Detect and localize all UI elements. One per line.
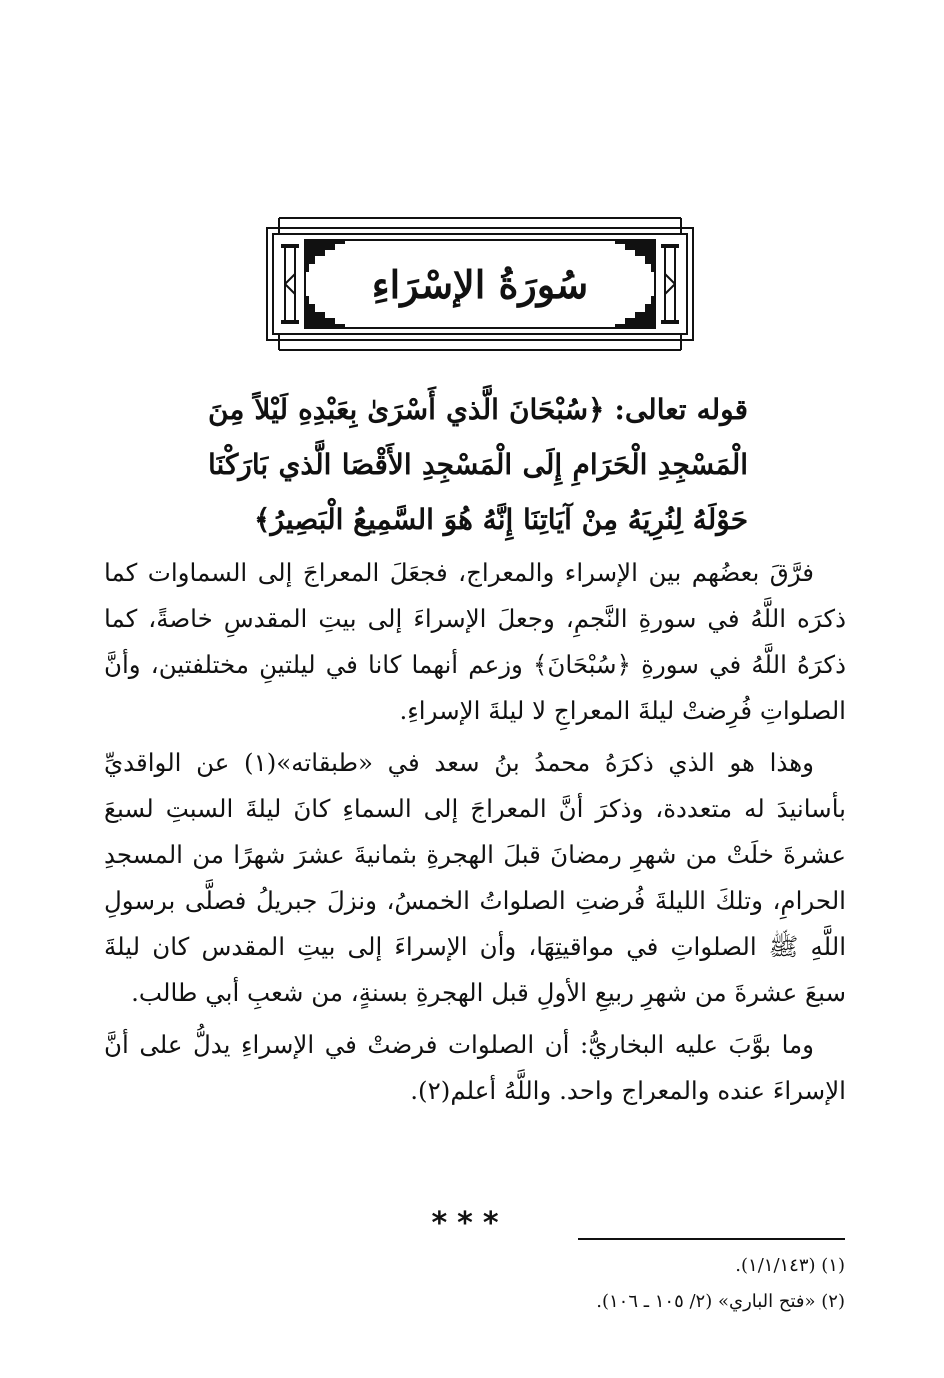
- section-separator: ***: [431, 1206, 509, 1241]
- paragraph: وهذا هو الذي ذكرَهُ محمدُ بنُ سعد في «طبقاته»(١) عن الواقديِّ بأسانيدَ له متعددة، وذكرَ أنَّ المعراجَ إلى السماءِ كانَ ليلةَ السبتِ لسبعَ عشرةَ خلَتْ من شهرِ رمضانَ قبلَ الهجرةِ بثمانيةَ عشرَ شهرًا من المسجدِ الحرامِ، وتلكَ الليلةَ فُرضتِ الصلواتُ الخمسُ، ونزلَ جبريلُ فصلَّى برسولِ اللَّهِ ﷺ الصلواتِ في مواقيتِهَا، وأن الإسراءَ إلى بيتِ المقدس كان ليلةَ سبعَ عشرةَ من شهرِ ربيعِ الأولِ قبل الهجرةِ بسنةٍ، من شعبِ أبي طالب.: [104, 748, 846, 1007]
- surah-title: سُورَةُ الإسْرَاءِ: [371, 261, 589, 307]
- quran-verse: قوله تعالى: ﴿سُبْحَانَ الَّذي أَسْرَىٰ بِعَبْدِهِ لَيْلاً مِنَ الْمَسْجِدِ الْحَرَامِ إِلَى الْمَسْجِدِ الأَقْصَا الَّذي بَارَكْنَا حَوْلَهُ لِنُرِيَهُ مِنْ آيَاتِنَا إِنَّهُ هُوَ السَّمِيعُ الْبَصِيرُ﴾: [208, 393, 748, 536]
- footnote: (٢) «فتح الباري» (٢/ ١٠٥ ـ ١٠٦).: [596, 1291, 845, 1312]
- footnote-divider: [578, 1238, 845, 1240]
- footnotes: [400, 1248, 845, 1320]
- footnote: (١) (١/١/١٤٣).: [735, 1255, 845, 1276]
- paragraph: فرَّقَ بعضُهم بين الإسراء والمعراج، فجعَلَ المعراجَ إلى السماوات كما ذكرَه اللَّهُ في سورةِ النَّجمِ، وجعلَ الإسراءَ إلى بيتِ المقدسِ خاصةً، كما ذكرَهُ اللَّهُ في سورةِ ﴿سُبْحَانَ﴾ وزعم أنهما كانا في ليلتينِ مختلفتين، وأنَّ الصلواتِ فُرِضتْ ليلةَ المعراجِ لا ليلةَ الإسراءِ.: [104, 558, 846, 725]
- paragraph: وما بوَّبَ عليه البخاريُّ: أن الصلوات فرضتْ في الإسراءِ يدلُّ على أنَّ الإسراءَ عنده والمعراج واحد. واللَّهُ أعلم(٢).: [104, 1030, 846, 1105]
- surah-title-frame: [265, 214, 695, 354]
- commentary-text: [104, 550, 846, 1120]
